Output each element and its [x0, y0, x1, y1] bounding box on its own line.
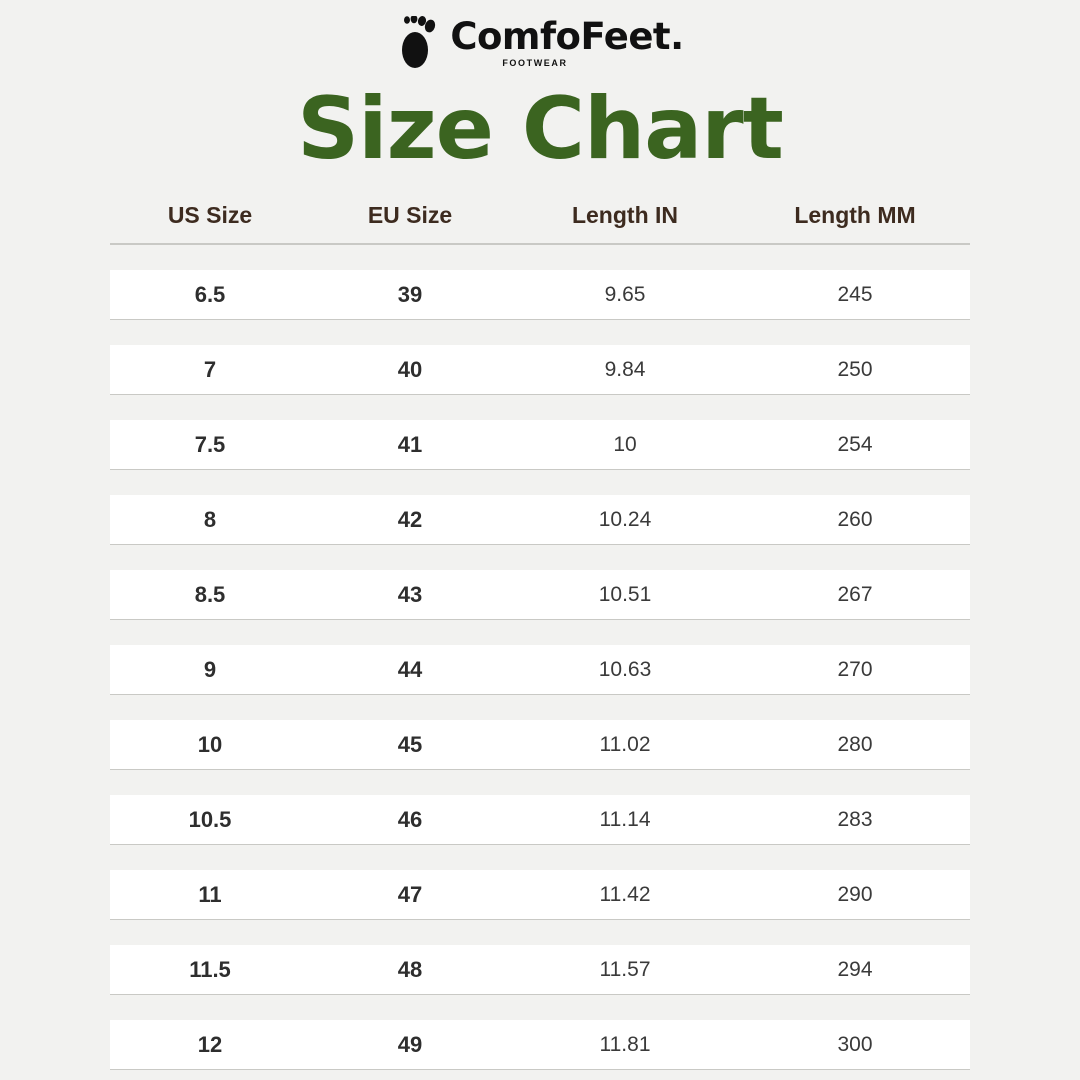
brand-subtitle: FOOTWEAR [502, 58, 568, 68]
table-header-row [110, 202, 970, 243]
table-cell: 10 [613, 432, 637, 456]
table-cell: 11 [198, 881, 222, 907]
table-cell: 245 [837, 282, 873, 306]
table-cell: 250 [837, 357, 873, 381]
table-row [110, 720, 970, 770]
table-row [110, 795, 970, 845]
table-cell: 300 [837, 1032, 873, 1056]
table-cell: 43 [397, 581, 423, 607]
row-spacer [110, 245, 970, 270]
table-cell: 11.42 [599, 882, 651, 906]
table-cell: 11.5 [189, 956, 231, 982]
row-spacer [110, 620, 970, 645]
row-spacer [110, 695, 970, 720]
table-cell: 10.51 [598, 582, 652, 606]
table-cell: 9 [203, 656, 217, 682]
brand-header [0, 0, 1080, 70]
table-cell: 45 [397, 731, 423, 757]
row-spacer [110, 920, 970, 945]
table-cell: 267 [837, 582, 873, 606]
table-cell: 12 [197, 1031, 223, 1057]
table-body [110, 245, 970, 1070]
table-cell: 9.84 [604, 357, 646, 381]
column-header-length-mm: Length MM [794, 202, 916, 228]
table-cell: 11.02 [599, 732, 651, 756]
brand-name: ComfoFeet. [450, 15, 684, 58]
table-cell: 10.5 [188, 806, 232, 832]
table-cell: 294 [837, 957, 873, 981]
table-cell: 10.63 [598, 657, 652, 681]
row-spacer [110, 470, 970, 495]
table-cell: 11.14 [599, 807, 651, 831]
table-cell: 7 [203, 356, 217, 382]
column-header-us-size: US Size [167, 202, 253, 228]
table-cell: 11.57 [599, 957, 651, 981]
table-cell: 290 [837, 882, 873, 906]
table-row [110, 645, 970, 695]
footprint-icon [396, 16, 442, 70]
table-cell: 270 [837, 657, 873, 681]
table-cell: 260 [837, 507, 873, 531]
row-spacer [110, 770, 970, 795]
table-row [110, 1020, 970, 1070]
table-cell: 47 [397, 881, 423, 907]
table-cell: 8.5 [194, 581, 226, 607]
table-cell: 48 [397, 956, 423, 982]
row-spacer [110, 320, 970, 345]
table-cell: 46 [397, 806, 423, 832]
table-cell: 9.65 [604, 282, 646, 306]
row-spacer [110, 845, 970, 870]
table-row [110, 570, 970, 620]
table-row [110, 345, 970, 395]
table-cell: 39 [397, 281, 423, 307]
table-cell: 8 [203, 506, 217, 532]
table-cell: 41 [397, 431, 423, 457]
table-row [110, 270, 970, 320]
table-cell: 280 [837, 732, 873, 756]
size-table [110, 202, 970, 1070]
table-cell: 10.24 [598, 507, 652, 531]
table-row [110, 495, 970, 545]
row-spacer [110, 545, 970, 570]
table-cell: 254 [837, 432, 873, 456]
row-spacer [110, 395, 970, 420]
table-cell: 49 [397, 1031, 423, 1057]
column-header-eu-size: EU Size [367, 202, 453, 228]
table-row [110, 870, 970, 920]
page-title: Size Chart [297, 79, 783, 179]
table-cell: 44 [397, 656, 423, 682]
table-cell: 283 [837, 807, 873, 831]
table-row [110, 420, 970, 470]
table-row [110, 945, 970, 995]
table-cell: 11.81 [599, 1032, 651, 1056]
table-cell: 10 [197, 731, 223, 757]
table-cell: 40 [397, 356, 423, 382]
column-header-length-in: Length IN [571, 202, 679, 228]
table-cell: 6.5 [194, 281, 226, 307]
row-spacer [110, 995, 970, 1020]
table-cell: 7.5 [194, 431, 226, 457]
table-cell: 42 [397, 506, 423, 532]
